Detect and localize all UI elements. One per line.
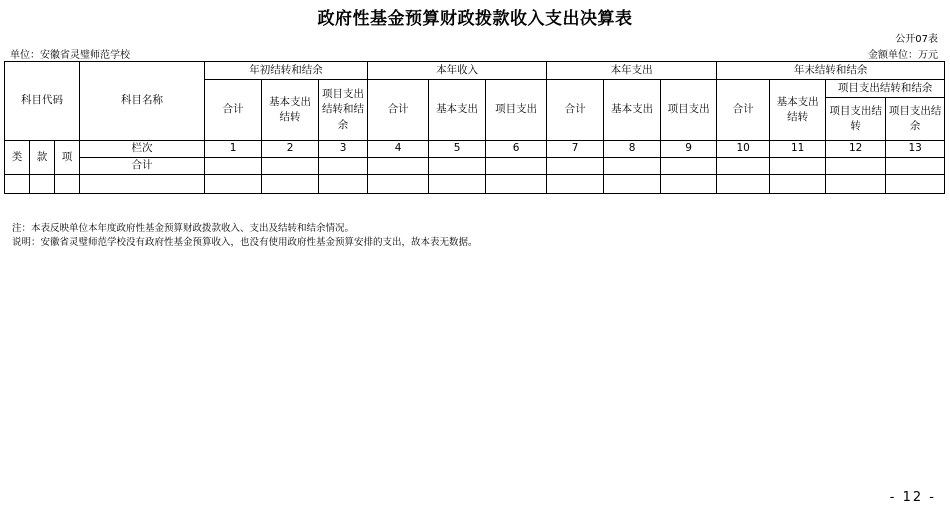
table-cell [205, 175, 262, 194]
total-row [5, 158, 945, 175]
page-title: 政府性基金预算财政拨款收入支出决算表 [317, 9, 633, 29]
column-number: 12 [826, 141, 886, 158]
subject-code-header: 科目代码 [5, 62, 80, 141]
table-cell [262, 158, 319, 175]
income-group-header: 本年收入 [368, 62, 547, 80]
row-index-label: 栏次 [80, 141, 205, 158]
column-number: 13 [886, 141, 945, 158]
empty-row [5, 175, 945, 194]
opening-group-header: 年初结转和结余 [205, 62, 368, 80]
header-row-groups [5, 62, 945, 80]
table-cell [262, 175, 319, 194]
table-cell [547, 158, 604, 175]
column-number: 1 [205, 141, 262, 158]
column-index-row [5, 141, 945, 158]
column-number: 2 [262, 141, 319, 158]
table-cell [30, 175, 55, 194]
table-cell [661, 158, 717, 175]
notes [12, 222, 478, 250]
table-cell [5, 175, 30, 194]
col-income-basic: 基本支出 [429, 80, 486, 141]
table-cell [886, 158, 945, 175]
closing-group-header: 年末结转和结余 [717, 62, 945, 80]
col-closing-project-group: 项目支出结转和结余 [826, 80, 945, 98]
subject-name-header: 科目名称 [80, 62, 205, 141]
code-part-class: 类 [5, 141, 30, 175]
unit-label: 单位：安徽省灵璧师范学校 [10, 50, 130, 61]
col-expense-total: 合计 [547, 80, 604, 141]
column-number: 6 [486, 141, 547, 158]
column-number: 5 [429, 141, 486, 158]
col-closing-total: 合计 [717, 80, 770, 141]
col-closing-project-carryover: 项目支出结转 [826, 98, 886, 141]
amount-unit-label: 金额单位：万元 [868, 50, 938, 61]
table-cell [55, 175, 80, 194]
table-cell [319, 175, 368, 194]
table-cell [826, 175, 886, 194]
expense-group-header: 本年支出 [547, 62, 717, 80]
col-closing-basic: 基本支出结转 [770, 80, 826, 141]
col-income-project: 项目支出 [486, 80, 547, 141]
table-cell [717, 175, 770, 194]
column-number: 11 [770, 141, 826, 158]
code-part-section: 款 [30, 141, 55, 175]
table-cell [368, 158, 429, 175]
column-number: 7 [547, 141, 604, 158]
col-opening-basic: 基本支出结转 [262, 80, 319, 141]
page-number: - 12 - [889, 490, 936, 505]
column-number: 9 [661, 141, 717, 158]
table-cell [368, 175, 429, 194]
form-number: 公开07表 [895, 34, 938, 45]
col-expense-basic: 基本支出 [604, 80, 661, 141]
table-cell [717, 158, 770, 175]
table-cell [770, 175, 826, 194]
col-income-total: 合计 [368, 80, 429, 141]
table-cell [486, 158, 547, 175]
total-row-label: 合计 [80, 158, 205, 175]
col-opening-total: 合计 [205, 80, 262, 141]
note-line: 注：本表反映单位本年度政府性基金预算财政拨款收入、支出及结转和结余情况。 [12, 223, 355, 234]
table-cell [886, 175, 945, 194]
note-line: 说明：安徽省灵璧师范学校没有政府性基金预算收入，也没有使用政府性基金预算安排的支出，故本表无数据。 [12, 237, 478, 248]
table-cell [80, 175, 205, 194]
col-opening-project: 项目支出结转和结余 [319, 80, 368, 141]
table-cell [604, 175, 661, 194]
table-cell [205, 158, 262, 175]
col-closing-project-surplus: 项目支出结余 [886, 98, 945, 141]
budget-table [4, 61, 945, 194]
table-cell [429, 158, 486, 175]
column-number: 3 [319, 141, 368, 158]
table-cell [547, 175, 604, 194]
table-cell [604, 158, 661, 175]
column-number: 10 [717, 141, 770, 158]
table-cell [770, 158, 826, 175]
table-cell [661, 175, 717, 194]
table-cell [429, 175, 486, 194]
column-number: 4 [368, 141, 429, 158]
code-part-item: 项 [55, 141, 80, 175]
table-cell [486, 175, 547, 194]
table-cell [319, 158, 368, 175]
col-expense-project: 项目支出 [661, 80, 717, 141]
column-number: 8 [604, 141, 661, 158]
table-cell [826, 158, 886, 175]
